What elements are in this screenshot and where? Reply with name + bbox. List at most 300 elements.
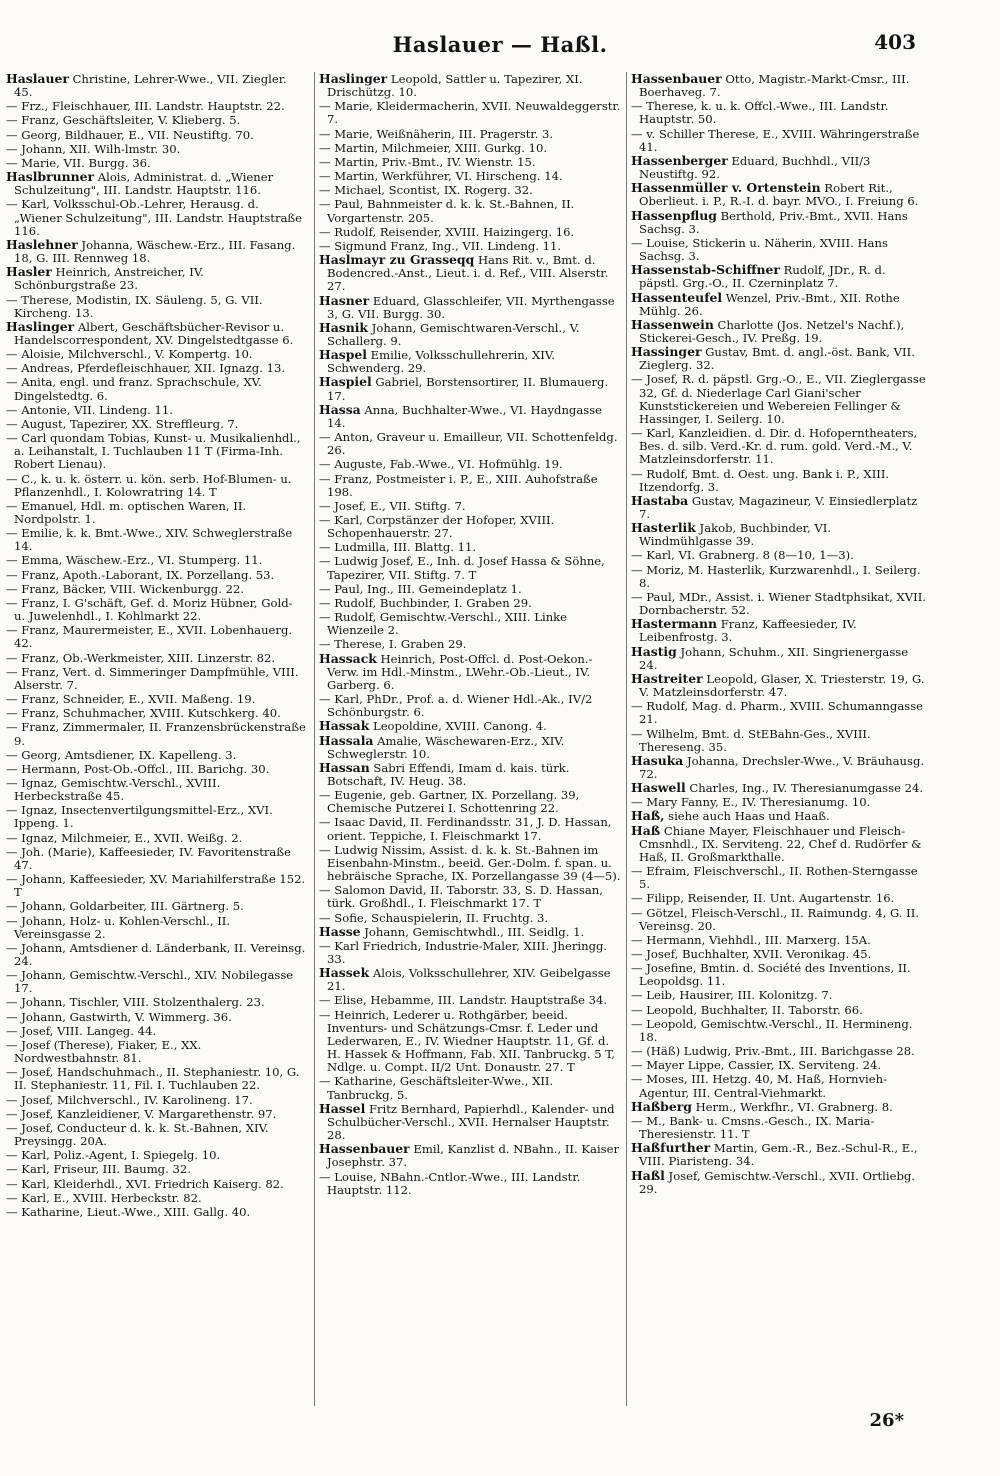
entry-details: Sabri Effendi, Imam d. kais. türk. Botschaft, IV. Heug. 38. [327,760,570,788]
directory-entry [6,197,306,237]
directory-entry [631,590,927,617]
directory-entry [631,1072,927,1099]
entry-details: — Josef, Buchhalter, XVII. Veronikag. 45. [631,947,872,961]
directory-entry [631,127,927,154]
directory-entry [6,720,306,747]
entry-surname: Hasse [319,923,361,939]
entry-details: Herm., Werkfhr., VI. Grabnerg. 8. [691,1099,893,1114]
directory-entry [631,933,927,947]
entry-surname: Hasuka [631,752,684,768]
entry-details: — Rudolf, Gemischtw.-Verschl., XIII. Linke Wienzeile 2. [319,610,568,638]
entry-details: — Karl, Kleiderhdl., XVI. Friedrich Kaiserg. 82. [6,1176,284,1191]
page-number: 403 [874,30,916,54]
directory-entry [631,99,927,126]
directory-entry [6,361,306,375]
directory-entry [631,1017,927,1044]
directory-entry [6,568,306,582]
directory-entry [631,699,927,726]
directory-entry [6,1148,306,1162]
entry-surname: Haspiel [319,374,372,390]
directory-entry [631,1141,927,1168]
directory-entry [319,1102,622,1142]
entry-details: — Wilhelm, Bmt. d. StEBahn-Ges., XVIII. Thereseng. 35. [631,726,871,754]
directory-entry [6,170,306,197]
directory-entry [6,1177,306,1191]
entry-surname: Hassenmüller v. Ortenstein [631,180,821,196]
directory-entry [6,776,306,803]
entry-details: — Karl, Corpstänzer der Hofoper, XVIII. Schopenhauerstr. 27. [319,513,555,541]
entry-details: — Johann, Holz- u. Kohlen-Verschl., II. Vereinsgasse 2. [6,913,231,941]
entry-details: — Karl, E., XVIII. Herbeckstr. 82. [6,1190,202,1205]
directory-entry [6,762,306,776]
directory-entry [6,995,306,1009]
entry-details: — Leopold, Gemischtw.-Verschl., II. Hermineng. 18. [631,1016,913,1044]
directory-entry [631,236,927,263]
entry-details: — Franz, Schneider, E., XVII. Maßeng. 19. [6,692,256,707]
directory-entry [319,540,622,554]
directory-entry [6,665,306,692]
entry-details: — Rudolf, Reisender, XVIII. Haizingerg. 16. [319,224,575,239]
entry-surname: Hassenteufel [631,289,723,305]
entry-details: — Karl, VI. Grabnerg. 8 (8—10, 1—3). [631,548,854,563]
directory-entry [319,225,622,239]
entry-details: — Karl, Kanzleidien. d. Dir. d. Hofoperntheaters, Bes. d. silb. Verd.-Kr. d. rum. gold. Verd.-M., V. Matzleinsdorferstr. 11. [631,426,918,467]
directory-entry [6,803,306,830]
entry-details: Robert Rit., Oberlieut. i. P., R.-I. d. bayr. MVO., I. Freiung 6. [639,181,919,209]
directory-entry [319,141,622,155]
entry-details: — Johann, Kaffeesieder, XV. Mariahilferstraße 152. T [6,872,306,900]
directory-entry [319,939,622,966]
entry-surname: Haßberg [631,1098,692,1114]
entry-details: Wenzel, Priv.-Bmt., XII. Rothe Mühlg. 26. [639,290,900,318]
entry-surname: Hassenberger [631,152,728,168]
entry-details: — Ignaz, Milchmeier, E., XVII. Weißg. 2. [6,830,243,845]
entry-details: — Elise, Hebamme, III. Landstr. Hauptstraße 34. [319,993,608,1008]
entry-details: Hans Rit. v., Bmt. d. Bodencred.-Anst., Lieut. i. d. Ref., VIII. Alserstr. 27. [327,253,609,294]
entry-details: — Leopold, Buchhalter, II. Taborstr. 66. [631,1002,863,1017]
entry-surname: Hassek [319,965,370,981]
entry-surname: Hassak [319,718,370,734]
directory-entry [6,692,306,706]
directory-entry [319,253,622,293]
entry-surname: Haswell [631,780,686,796]
entry-details: — Johann, Gastwirth, V. Wimmerg. 36. [6,1009,232,1024]
directory-entry [319,127,622,141]
directory-entry [319,472,622,499]
entry-surname: Haslbrunner [6,169,95,185]
directory-entry [631,372,927,426]
directory-entry [319,197,622,224]
directory-entry [631,809,927,823]
entry-details: Leopold, Glaser, X. Triesterstr. 19, G. V. Matzleinsdorferstr. 47. [639,671,925,700]
directory-entry [319,554,622,581]
entry-details: — Johann, Goldarbeiter, III. Gärtnerg. 5. [6,899,244,914]
directory-entry [6,1191,306,1205]
directory-entry [319,430,622,457]
entry-details: Gabriel, Borstensortirer, II. Blumauerg. 17. [327,375,609,403]
entry-details: — Franz, Geschäftsleiter, V. Klieberg. 5. [6,113,241,128]
entry-surname: Hassack [319,650,377,666]
directory-entry [319,513,622,540]
entry-details: — Mayer Lippe, Cassier, IX. Serviteng. 24. [631,1058,882,1073]
directory-entry [631,617,927,644]
directory-entry [6,526,306,553]
entry-details: Charles, Ing., IV. Theresianumgasse 24. [685,781,924,796]
entry-details: — Emma, Wäschew.-Erz., VI. Stumperg. 11. [6,553,263,568]
entry-details: — Carl quondam Tobias, Kunst- u. Musikalienhdl., a. Leihanstalt, I. Tuchlauben 11 T (Firma-Inh. Robert Lienau). [6,431,301,472]
entry-details: Heinrich, Anstreicher, IV. Schönburgstraße 23. [14,265,204,293]
directory-entry [6,156,306,170]
entry-details: — Paul, Ing., III. Gemeindeplatz 1. [319,581,522,596]
directory-entry [6,872,306,899]
directory-entry [319,1074,622,1101]
directory-entry [319,761,622,788]
entry-details: — Filipp, Reisender, II. Unt. Augartenstr. 16. [631,891,895,906]
entry-details: — M., Bank- u. Cmsns.-Gesch., IX. Maria-Theresienstr. 11. T [631,1113,875,1142]
directory-entry [631,1100,927,1114]
entry-surname: Hasler [6,264,52,280]
directory-entry [6,72,306,99]
directory-entry [6,375,306,402]
entry-details: — Louise, NBahn.-Cntlor.-Wwe., III. Landstr. Hauptstr. 112. [319,1169,581,1197]
directory-entry [631,426,927,466]
entry-details: — Sofie, Schauspielerin, II. Fruchtg. 3. [319,910,549,925]
entry-surname: Haslinger [319,72,388,86]
directory-entry [631,72,927,99]
entry-details: Johanna, Wäschew.-Erz., III. Fasang. 18, G. III. Rennweg 18. [14,237,296,266]
entry-details: Jakob, Buchbinder, VI. Windmühlgasse 39. [639,521,832,549]
entry-details: — Antonie, VII. Lindeng. 11. [6,402,173,417]
entry-surname: Hassan [319,759,370,775]
entry-surname: Hassenbauer [631,72,722,86]
directory-entry [6,320,306,347]
entry-surname: Haspel [319,347,367,363]
directory-entry [319,582,622,596]
directory-entry [319,788,622,815]
entry-details: — Franz, Apoth.-Laborant, IX. Porzellang. 53. [6,567,275,582]
entry-details: — Martin, Priv.-Bmt., IV. Wienstr. 15. [319,154,536,169]
entry-details: — Andreas, Pferdefleischhauer, XII. Ignazg. 13. [6,361,286,376]
directory-entry [319,815,622,842]
directory-entry [6,651,306,665]
directory-entry [6,99,306,113]
entry-details: Eduard, Glasschleifer, VII. Myrthengasse 3, G. VII. Burgg. 30. [327,293,615,321]
entry-details: — Rudolf, Buchbinder, I. Graben 29. [319,595,532,610]
directory-entry [6,293,306,320]
entry-surname: Hassala [319,732,374,748]
directory-entry [631,263,927,290]
entry-details: — Frz., Fleischhauer, III. Landstr. Hauptstr. 22. [6,99,285,114]
directory-entry [6,113,306,127]
directory-entry [319,911,622,925]
directory-entry [6,1024,306,1038]
page-header [0,30,1000,66]
entry-details: — Eugenie, geb. Gartner, IX. Porzellang. 39, Chemische Putzerei I. Schottenring 22. [319,788,580,816]
column-1 [6,72,306,1406]
directory-entry [6,238,306,265]
entry-details: — Josef, E., VII. Stiftg. 7. [319,498,466,513]
directory-entry [6,142,306,156]
entry-details: — Ignaz, Insectenvertilgungsmittel-Erz., XVI. Ippeng. 1. [6,803,273,831]
entry-details: Rudolf, JDr., R. d. päpstl. Grg.-O., II. Czerninplatz 7. [639,263,886,291]
directory-entry [319,403,622,430]
directory-entry [6,941,306,968]
entry-details: — Emilie, k. k. Bmt.-Wwe., XIV. Schweglerstraße 14. [6,526,293,554]
directory-entry [319,883,622,910]
entry-details: Emil, Kanzlist d. NBahn., II. Kaiser Josephstr. 37. [327,1142,620,1170]
entry-details: Heinrich, Post-Offcl. d. Post-Oekon.-Verw. im Hdl.-Minstm., LWehr.-Ob.-Lieut., IV. Garberg. 6. [327,651,593,692]
directory-entry [631,467,927,494]
entry-details: — Josefine, Bmtin. d. Société des Inventions, II. Leopoldsg. 11. [631,961,911,989]
directory-entry [319,239,622,253]
directory-entry [6,968,306,995]
entry-details: Johann, Schuhm., XII. Singrienergasse 24. [639,644,909,672]
entry-details: — Ludwig Nissim, Assist. d. k. k. St.-Bahnen im Eisenbahn-Minstm., beeid. Ger.-Dolm. f. span. u. hebräische Sprache, IX. Porzellangasse 39 (4—5). [319,842,621,884]
entry-details: Albert, Geschäftsbücher-Revisor u. Handelscorrespondent, XV. Dingelstedtgasse 6. [14,319,294,347]
entry-details: — Ludwig Josef, E., Inh. d. Josef Hassa & Söhne, Tapezirer, VII. Stiftg. 7. T [319,554,605,582]
directory-entry [6,499,306,526]
directory-entry [319,294,622,321]
directory-entry [631,345,927,372]
directory-entry [631,988,927,1002]
entry-details: — Josef, Handschuhmach., II. Stephaniestr. 10, G. II. Stephaniestr. 11, Fil. I. Tuchlauben 22. [6,1065,300,1093]
entry-details: Emilie, Volksschullehrerin, XIV. Schwenderg. 29. [327,348,555,376]
entry-details: — Marie, VII. Burgg. 36. [6,155,151,170]
entry-details: — Franz, Vert. d. Simmeringer Dampfmühle, VIII. Alserstr. 7. [6,664,299,692]
directory-entry [319,348,622,375]
directory-entry [6,623,306,650]
directory-entry [631,318,927,345]
entry-details: — Katharine, Geschäftsleiter-Wwe., XII. Tanbruckg. 5. [319,1074,554,1102]
directory-entry [6,347,306,361]
directory-columns [6,72,924,1406]
directory-entry [319,610,622,637]
directory-entry [631,727,927,754]
directory-entry [631,1114,927,1141]
entry-details: — Johann, Amtsdiener d. Länderbank, II. Vereinsg. 24. [6,940,306,968]
directory-entry [631,1044,927,1058]
directory-entry [319,72,622,99]
entry-details: Otto, Magistr.-Markt-Cmsr., III. Boerhaveg. 7. [639,72,910,100]
directory-entry [631,795,927,809]
entry-details: — Franz, Zimmermaler, II. Franzensbrückenstraße 9. [6,720,306,748]
entry-details: — Johann, Tischler, VIII. Stolzenthalerg. 23. [6,995,265,1010]
entry-details: — Karl, Friseur, III. Baumg. 32. [6,1162,191,1177]
directory-entry [631,1003,927,1017]
entry-details: — Josef, Conducteur d. k. k. St.-Bahnen, XIV. Preysingg. 20A. [6,1120,269,1149]
directory-entry [319,966,622,993]
directory-entry [6,706,306,720]
directory-entry [6,1205,306,1219]
entry-details: — Ignaz, Gemischtw.-Verschl., XVIII. Herbeckstraße 45. [6,775,221,804]
directory-entry [319,719,622,733]
directory-entry [319,843,622,883]
entry-surname: Haß, [631,808,665,824]
directory-entry [631,824,927,864]
directory-entry [6,899,306,913]
entry-surname: Haslehner [6,236,78,252]
directory-entry [319,321,622,348]
directory-entry [631,209,927,236]
entry-details: — C., k. u. k. österr. u. kön. serb. Hof-Blumen- u. Pflanzenhdl., I. Kolowratring 14. T [6,471,292,499]
directory-entry [319,1170,622,1197]
entry-details: — Josef, Milchverschl., IV. Karolineng. 17. [6,1092,253,1107]
entry-details: — (Häß) Ludwig, Priv.-Bmt., III. Barichgasse 28. [631,1044,915,1059]
entry-surname: Haß [631,822,661,838]
entry-details: — Marie, Weißnäherin, III. Pragerstr. 3. [319,126,554,141]
entry-surname: Hassenwein [631,316,714,332]
directory-entry [631,563,927,590]
directory-entry [6,748,306,762]
entry-details: Christine, Lehrer-Wwe., VII. Ziegler. 45. [14,72,287,100]
directory-entry [6,1093,306,1107]
directory-entry [319,169,622,183]
entry-details: — Emanuel, Hdl. m. optischen Waren, II. Nordpolstr. 1. [6,498,247,526]
entry-details: Johann, Gemischtwaren-Verschl., V. Schallerg. 9. [327,320,580,348]
entry-details: — Franz, Ob.-Werkmeister, XIII. Linzerstr. 82. [6,650,276,665]
directory-entry [631,672,927,699]
entry-surname: Hasner [319,292,370,308]
directory-entry [631,947,927,961]
entry-details: Alois, Administrat. d. „Wiener Schulzeitung", III. Landstr. Hauptstr. 116. [14,170,274,198]
directory-entry [6,596,306,623]
entry-details: — August, Tapezirer, XX. Streffleurg. 7. [6,416,239,431]
entry-details: — Karl Friedrich, Industrie-Maler, XIII. Jheringg. 33. [319,938,608,966]
directory-entry [631,1169,927,1196]
directory-entry [319,155,622,169]
directory-entry [631,754,927,781]
entry-surname: Haßl [631,1167,665,1183]
directory-entry [631,548,927,562]
entry-surname: Hastermann [631,616,718,632]
directory-entry [631,494,927,521]
entry-details: Johann, Gemischtwhdl., III. Seidlg. 1. [360,924,585,939]
entry-surname: Hassenbauer [319,1141,410,1157]
entry-details: Anna, Buchhalter-Wwe., VI. Haydngasse 14. [327,402,603,430]
directory-entry [6,553,306,567]
entry-details: — Franz, Postmeister i. P., E., XIII. Auhofstraße 198. [319,471,598,499]
entry-surname: Haslmayr zu Grasseqq [319,252,475,268]
directory-entry [631,521,927,548]
entry-details: — Salomon David, II. Taborstr. 33, S. D. Hassan, türk. Großhdl., I. Fleischmarkt 17. T [319,883,603,911]
entry-details: — Katharine, Lieut.-Wwe., XIII. Gallg. 40. [6,1204,251,1219]
entry-details: — Franz, Schuhmacher, XVIII. Kutschkerg. 40. [6,706,281,721]
directory-entry [631,154,927,181]
entry-details: — Aloisie, Milchverschl., V. Kompertg. 10. [6,347,253,362]
entry-details: — Mary Fanny, E., IV. Theresianumg. 10. [631,795,871,810]
entry-details: Gustav, Bmt. d. angl.-öst. Bank, VII. Zieglerg. 32. [639,345,915,373]
entry-details: Leopoldine, XVIII. Canong. 4. [369,719,547,734]
entry-details: Berthold, Priv.-Bmt., XVII. Hans Sachsg. 3. [639,208,908,236]
directory-entry [319,692,622,719]
entry-details: — Josef (Therese), Fiaker, E., XX. Nordwestbahnstr. 81. [6,1037,202,1066]
entry-details: — Franz, I. G'schäft, Gef. d. Moriz Hübner, Gold- u. Juwelenhdl., I. Kohlmarkt 22. [6,595,293,624]
directory-entry [631,181,927,208]
directory-entry [319,596,622,610]
entry-surname: Haslinger [6,318,75,334]
entry-details: — Anita, engl. und franz. Sprachschule, XV. Dingelstedtg. 6. [6,375,262,403]
directory-entry [319,457,622,471]
entry-details: — Moriz, M. Hasterlik, Kurzwarenhdl., I. Seilerg. 8. [631,562,921,590]
entry-details: — Rudolf, Mag. d. Pharm., XVIII. Schumanngasse 21. [631,699,924,727]
entry-details: — Johann, XII. Wilh-lmstr. 30. [6,141,181,156]
directory-entry [319,1142,622,1169]
entry-details: Amalie, Wäschewaren-Erz., XIV. Schweglerstr. 10. [327,733,565,761]
entry-details: — Ludmilla, III. Blattg. 11. [319,540,477,555]
entry-surname: Haslauer [6,72,69,86]
entry-details: — Götzel, Fleisch-Verschl., II. Raimundg. 4, G. II. Vereinsg. 20. [631,905,920,933]
directory-entry [319,993,622,1007]
entry-details: Fritz Bernhard, Papierhdl., Kalender- und Schulbücher-Verschl., XVII. Hernalser Hauptstr. 28. [327,1101,615,1143]
entry-details: Franz, Kaffeesieder, IV. Leibenfrostg. 3. [639,617,857,645]
directory-entry [319,99,622,126]
entry-surname: Hastig [631,643,677,659]
directory-entry [319,925,622,939]
entry-details: — Sigmund Franz, Ing., VII. Lindeng. 11. [319,238,562,253]
signature-mark: 26* [869,1410,904,1431]
entry-details: — Martin, Milchmeier, XIII. Gurkg. 10. [319,140,548,155]
directory-entry [6,1038,306,1065]
directory-entry [6,1162,306,1176]
entry-details: — Therese, Modistin, IX. Säuleng. 5, G. VII. Kircheng. 13. [6,292,263,320]
directory-entry [319,183,622,197]
directory-entry [631,645,927,672]
entry-details: Gustav, Magazineur, V. Einsiedlerplatz 7. [639,493,918,521]
directory-entry [631,1058,927,1072]
entry-details: Alois, Volksschullehrer, XIV. Geibelgasse 21. [327,966,611,994]
directory-entry [319,637,622,651]
entry-details: — Franz, Bäcker, VIII. Wickenburgg. 22. [6,581,245,596]
entry-details: — Josef, VIII. Langeg. 44. [6,1023,157,1038]
entry-details: — Paul, MDr., Assist. i. Wiener Stadtphsikat, XVII. Dornbacherstr. 52. [631,589,926,618]
entry-details: — Therese, I. Graben 29. [319,637,467,652]
entry-details: Eduard, Buchhdl., VII/3 Neustiftg. 92. [639,153,871,182]
entry-details: — Louise, Stickerin u. Näherin, XVIII. Hans Sachsg. 3. [631,235,888,264]
directory-entry [6,403,306,417]
entry-surname: Hassa [319,401,361,417]
entry-details: Leopold, Sattler u. Tapezirer, XI. Drischützg. 10. [327,72,583,100]
directory-entry [631,891,927,905]
entry-details: — Auguste, Fab.-Wwe., VI. Hofmühlg. 19. [319,457,563,472]
entry-details: — Heinrich, Lederer u. Rothgärber, beeid. Inventurs- und Schätzungs-Cmsr. f. Leder und Lederwaren, E., IV. Wiedner Hauptstr. 11, Gf. d. H. Hassek & Hoffmann, Fab. XII. Tanbruckg. 5 T, Ndlge. u. Compt. II/2 Unt. Donaustr. 27. T [319,1007,615,1075]
directory-entry [6,417,306,431]
directory-entry [319,375,622,402]
entry-details: siehe auch Haas und Haaß. [664,809,830,824]
entry-details: — Efraim, Fleischverschl., II. Rothen-Sterngasse 5. [631,864,918,892]
entry-details: — Paul, Bahnmeister d. k. k. St.-Bahnen, II. Vorgartenstr. 205. [319,197,575,225]
directory-entry [631,961,927,988]
entry-surname: Haßfurther [631,1140,711,1156]
directory-entry [631,864,927,891]
entry-details: Johanna, Drechsler-Wwe., V. Bräuhausg. 72. [639,753,925,781]
directory-entry [6,845,306,872]
column-2 [314,72,622,1406]
directory-entry [6,582,306,596]
entry-surname: Hassenstab-Schiffner [631,262,780,278]
entry-surname: Hassinger [631,344,702,360]
entry-details: — Johann, Gemischtw.-Verschl., XIV. Nobilegasse 17. [6,968,294,996]
directory-entry [6,265,306,292]
entry-details: — Hermann, Post-Ob.-Offcl., III. Barichg. 30. [6,761,270,776]
entry-details: — Karl, PhDr., Prof. a. d. Wiener Hdl.-Ak., IV/2 Schönburgstr. 6. [319,692,593,720]
entry-details: — Leib, Hausirer, III. Kolonitzg. 7. [631,988,833,1003]
entry-details: — v. Schiller Therese, E., XVIII. Währingerstraße 41. [631,126,920,154]
directory-entry [319,499,622,513]
directory-entry [6,1065,306,1092]
entry-details: Martin, Gem.-R., Bez.-Schul-R., E., VIII. Piaristeng. 34. [639,1141,918,1169]
directory-entry [6,431,306,471]
directory-entry [6,1121,306,1148]
